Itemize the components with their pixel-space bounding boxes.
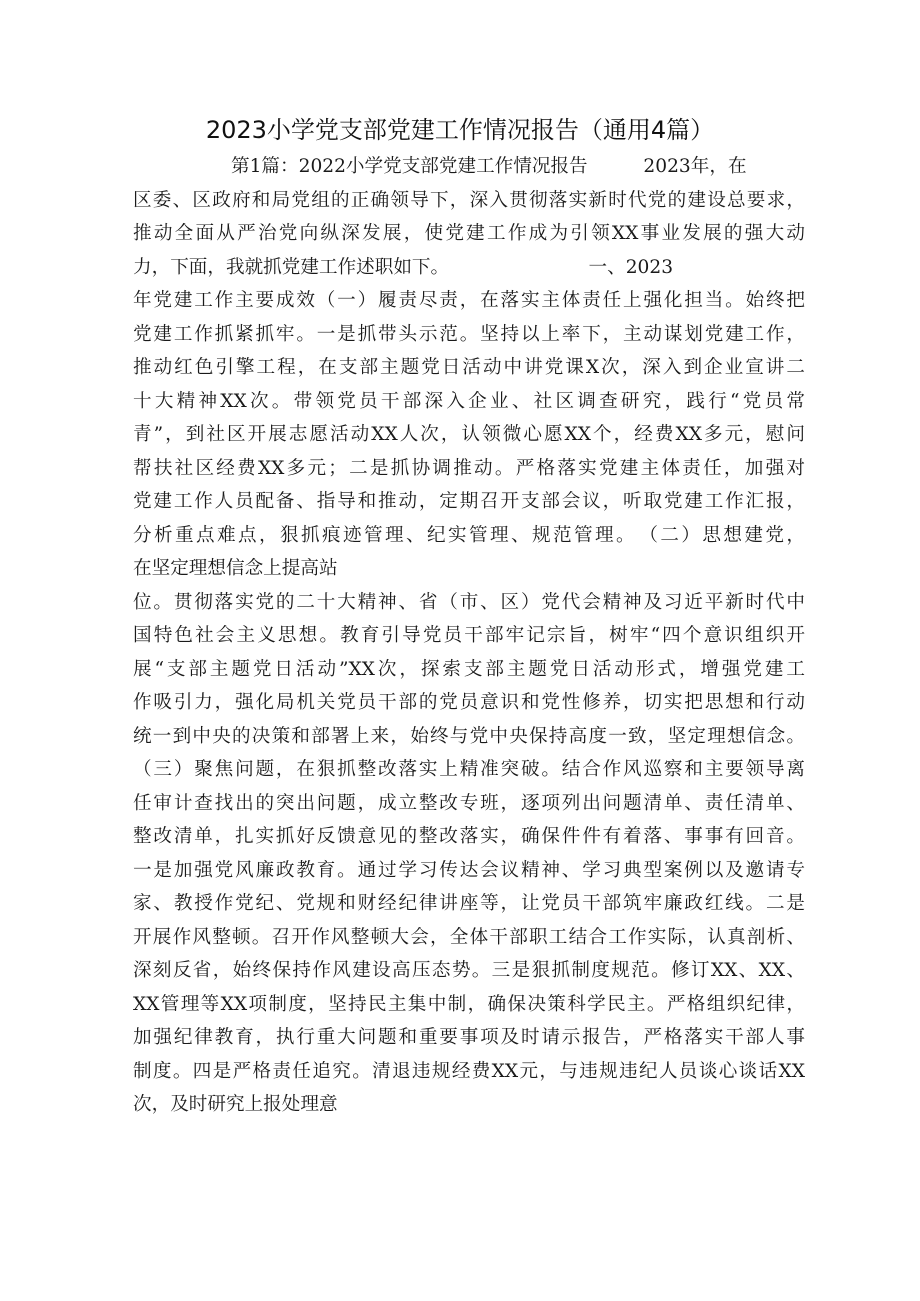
text-line: 分析重点难点，狠抓痕迹管理、纪实管理、规范管理。 （二）思想建党，	[133, 524, 805, 546]
text-line: 第1篇：2022小学党支部党建工作情况报告 2023年，在	[231, 156, 747, 177]
text-line: 整改清单，扎实抓好反馈意见的整改落实，确保件件有着落、事事有回音。	[133, 826, 805, 847]
text-line: XX管理等XX项制度，坚持民主集中制，确保决策科学民主。严格组织纪律，	[133, 993, 805, 1015]
text-line: （三）聚焦问题，在狠抓整改落实上精准突破。结合作风巡察和主要领导离	[133, 759, 805, 780]
text-line: 青”，到社区开展志愿活动XX人次，认领微心愿XX个，经费XX多元，慰问	[133, 424, 805, 445]
text-line: 家、教授作党纪、党规和财经纪律讲座等，让党员干部筑牢廉政红线。二是	[133, 893, 805, 914]
text-line: 十大精神XX次。带领党员干部深入企业、社区调查研究，践行“党员常	[133, 390, 805, 412]
text-line: 位。贯彻落实党的二十大精神、省（市、区）党代会精神及习近平新时代中	[133, 591, 805, 613]
text-line: 党建工作人员配备、指导和推动，定期召开支部会议，听取党建工作汇报，	[133, 491, 805, 512]
text-line: 统一到中央的决策和部署上来，始终与党中央保持高度一致，坚定理想信念。	[133, 725, 805, 747]
text-line: 推动全面从严治党向纵深发展，使党建工作成为引领XX事业发展的强大动	[133, 223, 805, 244]
text-line: 党建工作抓紧抓牢。一是抓带头示范。坚持以上率下，主动谋划党建工作，	[133, 323, 805, 345]
text-line: 制度。四是严格责任追究。清退违规经费XX元，与违规违纪人员谈心谈话XX	[133, 1060, 805, 1082]
text-line: 作吸引力，强化局机关党员干部的党员意识和党性修养，切实把思想和行动	[133, 692, 805, 713]
text-line: 推动红色引擎工程，在支部主题党日活动中讲党课X次，深入到企业宣讲二	[133, 357, 805, 378]
text-line: 国特色社会主义思想。教育引导党员干部牢记宗旨，树牢“四个意识组织开	[133, 625, 805, 646]
text-line: 一是加强党风廉政教育。通过学习传达会议精神、学习典型案例以及邀请专	[133, 859, 805, 881]
text-line: 力，下面，我就抓党建工作述职如下。 一、2023	[133, 256, 674, 278]
text-line: 任审计查找出的突出问题，成立整改专班，逐项列出问题清单、责任清单、	[133, 792, 805, 814]
text-line: 区委、区政府和局党组的正确领导下，深入贯彻落实新时代党的建设总要求，	[133, 189, 805, 211]
document-body	[133, 150, 805, 1122]
text-line: 在坚定理想信念上提高站	[133, 558, 338, 579]
text-line: 年党建工作主要成效（一）履责尽责，在落实主体责任上强化担当。始终把	[133, 290, 805, 311]
text-line: 次，及时研究上报处理意	[133, 1094, 338, 1115]
text-line: 展“支部主题党日活动”XX次，探索支部主题党日活动形式，增强党建工	[133, 658, 805, 680]
document-title: 2023小学党支部党建工作情况报告（通用4篇）	[205, 116, 715, 144]
text-line: 开展作风整顿。召开作风整顿大会，全体干部职工结合工作实际，认真剖析、	[133, 926, 805, 948]
text-line: 深刻反省，始终保持作风建设高压态势。三是狠抓制度规范。修订XX、XX、	[133, 960, 805, 981]
text-line: 帮扶社区经费XX多元；二是抓协调推动。严格落实党建主体责任，加强对	[133, 457, 805, 479]
text-line: 加强纪律教育，执行重大问题和重要事项及时请示报告，严格落实干部人事	[133, 1027, 805, 1048]
